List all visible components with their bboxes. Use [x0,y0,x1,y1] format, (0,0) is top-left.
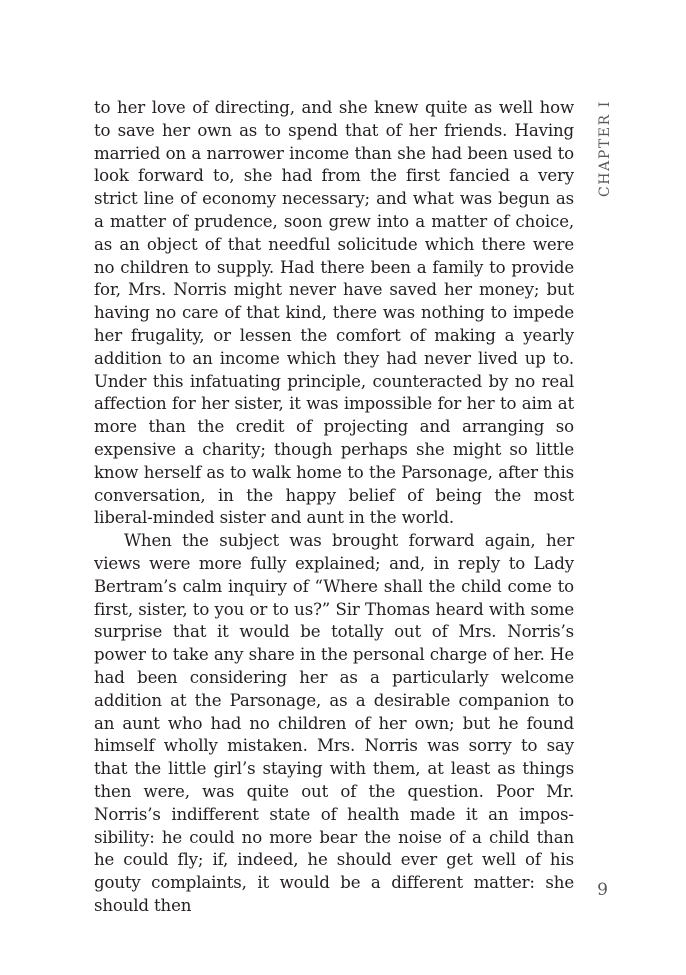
paragraph: When the subject was brought forward again, her views were more fully explained; and, in reply to Lady Bertram’s calm inquiry of “Where shall the child come to first, sister, to you or to us?” Sir Thomas heard with some surprise that it would be totally out of Mrs. Norris’s power to take any share in the personal charge of her. He had been considering her as a particularly welcome addition at the Parsonage, as a desirable companion to an aunt who had no children of her own; but he found himself wholly mistaken. Mrs. Norris was sorry to say that the little girl’s staying with them, at least as things then were, was quite out of the question. Poor Mr. Norris’s indifferent state of health made it an impossibility: he could no more bear the noise of a child than he could fly; if, indeed, he should ever get well of his gouty complaints, it would be a different matter: she should then [94,531,574,915]
body-text [94,97,574,918]
running-head-chapter: CHAPTER I [597,100,613,197]
paragraph-continued: to her love of directing, and she knew quite as well how to save her own as to spend that of her friends. Having married on a narrower income than she had been used to look forward to, she had from the first fancied a very strict line of economy necessary; and what was begun as a matter of prudence, soon grew into a matter of choice, as an object of that needful solicitude which there were no children to supply. Had there been a family to provide for, Mrs. Norris might never have saved her money; but having no care of that kind, there was nothing to impede her frugality, or lessen the comfort of making a yearly addition to an income which they had never lived up to. Under this infatuating principle, counteracted by no real affection for her sister, it was impossible for her to aim at more than the credit of projecting and arranging so expensive a charity; though perhaps she might so little know herself as to walk home to the Parsonage, after this conversation, in the happy belief of being the most liberal-minded sister and aunt in the world. [94,98,574,528]
page-number: 9 [597,880,608,900]
